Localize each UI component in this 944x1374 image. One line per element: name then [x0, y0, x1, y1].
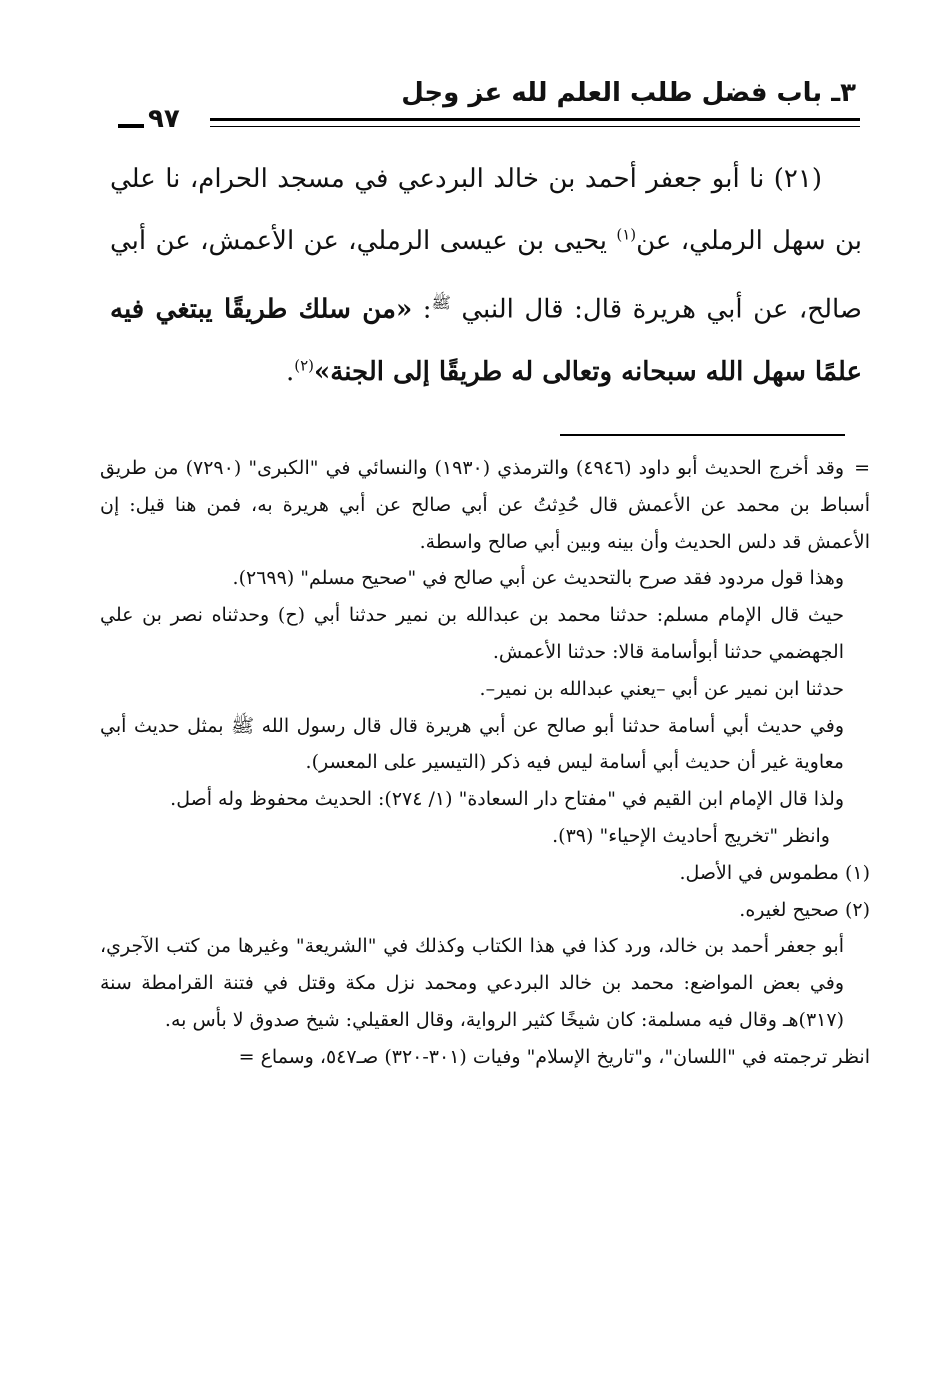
- footnote-ref-1: (١): [616, 225, 637, 244]
- hadith-text: «من سلك طريقًا يبتغي فيه علمًا سهل الله سبحانه وتعالى له طريقًا إلى الجنة»: [110, 294, 862, 387]
- biography-reference: انظر ترجمته في "اللسان"، و"تاريخ الإسلام" وفيات (٣٠١-٣٢٠) صـ٥٤٧، وسماع =: [238, 1045, 870, 1068]
- main-text: [110, 148, 862, 403]
- footnote-line: وانظر "تخريج أحاديث الإحياء" (٣٩).: [552, 824, 830, 847]
- chapter-title: ٣ـ باب فضل طلب العلم لله عز وجل: [401, 78, 856, 108]
- footnote-line: وفي حديث أبي أسامة حدثنا أبو صالح عن أبي هريرة قال قال رسول الله ﷺ بمثل حديث أبي معاوية غير أن حديث أبي أسامة ليس فيه ذكر (التيسير على المعسر).: [100, 714, 844, 774]
- colon: :: [412, 294, 432, 325]
- footnote-line: وهذا قول مردود فقد صرح بالتحديث عن أبي صالح في "صحيح مسلم" (٢٦٩٩).: [232, 567, 844, 590]
- footnote-continuation: =وقد أخرج الحديث أبو داود (٤٩٤٦) والترمذي (١٩٣٠) والنسائي في "الكبرى" (٧٢٩٠) من طريق أسباط بن محمد عن الأعمش قال حُدِثتُ عن أبي صالح عن أبي هريرة به، فمن هنا قيل: إن الأعمش قد دلس الحديث وأن بينه وبين أبي صالح واسطة.: [100, 450, 870, 560]
- footnote-line: حدثنا ابن نمير عن أبي –يعني عبدالله بن نمير–.: [479, 677, 844, 700]
- header-rule-thin: [210, 126, 860, 127]
- salla-glyph: ﷺ: [431, 293, 451, 312]
- footnote-separator: [560, 434, 845, 436]
- isnad-part-2: يحيى بن عيسى الرملي، عن الأعمش، عن أبي صالح، عن أبي هريرة قال: قال النبي: [110, 226, 862, 325]
- period: .: [285, 356, 295, 387]
- footnote-ref-2: (٢): [294, 356, 314, 374]
- narrator-biography: أبو جعفر أحمد بن خالد، ورد كذا في هذا الكتاب وكذلك في "الشريعة" وغيرها من كتب الآجري، وفي بعض المواضع: محمد بن خالد البردعي ومحمد نزل مكة وقتل في فتنة القرامطة سنة (٣١٧)هـ وقال فيه مسلمة: كان شيخًا كثير الرواية، وقال العقيلي: شيخ صدوق لا بأس به.: [100, 935, 844, 1031]
- footnote-line: ولذا قال الإمام ابن القيم في "مفتاح دار السعادة" (١/ ٢٧٤): الحديث محفوظ وله أصل.: [170, 788, 844, 811]
- header-rule-short: [118, 124, 144, 128]
- footnote-1: (١) مطموس في الأصل.: [679, 861, 870, 884]
- footnotes: [100, 450, 870, 1076]
- footnote-2: (٢) صحيح لغيره.: [739, 898, 870, 921]
- continuation-marker: =: [854, 457, 871, 479]
- footnote-line: حيث قال الإمام مسلم: حدثنا محمد بن عبدالله بن نمير حدثنا أبي (ح) وحدثناه نصر بن علي الجهضمي حدثنا أبوأسامة قالا: حدثنا الأعمش.: [100, 604, 844, 663]
- isnad-part-1: (٢١) نا أبو جعفر أحمد بن خالد البردعي في مسجد الحرام، نا علي بن سهل الرملي، عن: [110, 164, 862, 256]
- page-number: ٩٧: [148, 104, 180, 134]
- header-rule-thick: [210, 118, 860, 121]
- hadith-paragraph: [110, 148, 862, 403]
